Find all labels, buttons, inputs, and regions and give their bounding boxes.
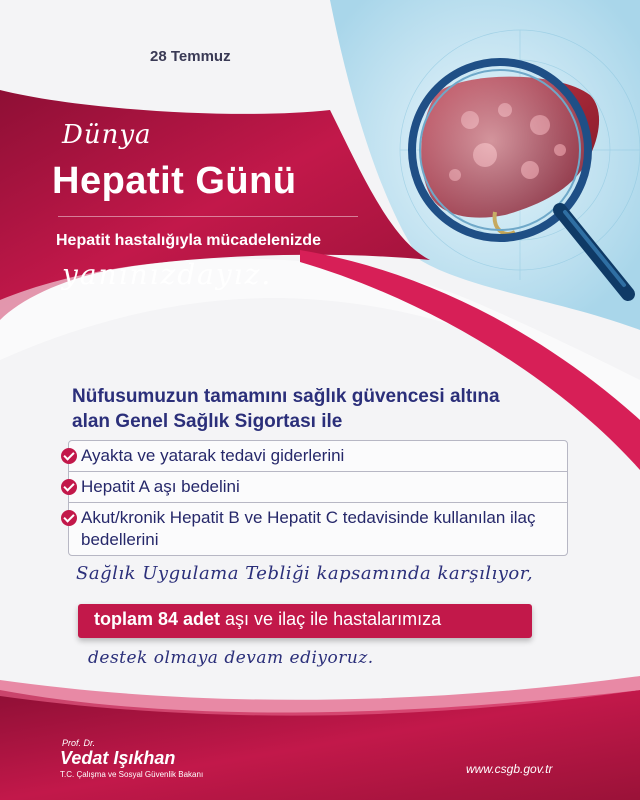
closing-statement: destek olmaya devam ediyoruz. <box>88 648 374 668</box>
check-icon <box>61 479 77 495</box>
coverage-list <box>68 440 568 556</box>
title-script: Dünya <box>62 120 152 150</box>
list-item <box>69 441 567 472</box>
list-item-text: Akut/kronik Hepatit B ve Hepatit C tedavisinde kullanılan ilaç bedellerini <box>81 508 536 549</box>
highlight-bold: toplam 84 adet <box>94 609 221 629</box>
minister-prefix: Prof. Dr. <box>62 738 96 748</box>
list-item <box>69 503 567 555</box>
list-item <box>69 472 567 503</box>
highlight-text <box>94 609 441 630</box>
date-label: 28 Temmuz <box>150 48 231 65</box>
minister-name: Vedat Işıkhan <box>60 748 176 768</box>
subtitle-script: yanınızdayız. <box>62 258 273 291</box>
list-item-text: Ayakta ve yatarak tedavi giderlerini <box>81 446 345 465</box>
page-title: Hepatit Günü <box>52 160 297 202</box>
check-icon <box>61 448 77 464</box>
coverage-statement: Sağlık Uygulama Tebliği kapsamında karşılıyor, <box>76 563 534 584</box>
list-item-text: Hepatit A aşı bedelini <box>81 477 240 496</box>
highlight-rest: aşı ve ilaç ile hastalarımıza <box>220 609 442 629</box>
title-divider <box>58 216 358 217</box>
check-icon <box>61 510 77 526</box>
subtitle: Hepatit hastalığıyla mücadelenizde <box>56 232 321 249</box>
intro-text: Nüfusumuzun tamamını sağlık güvencesi altına alan Genel Sağlık Sigortası ile <box>72 386 500 432</box>
website-link[interactable]: www.csgb.gov.tr <box>466 762 553 776</box>
minister-role: T.C. Çalışma ve Sosyal Güvenlik Bakanı <box>60 770 204 779</box>
